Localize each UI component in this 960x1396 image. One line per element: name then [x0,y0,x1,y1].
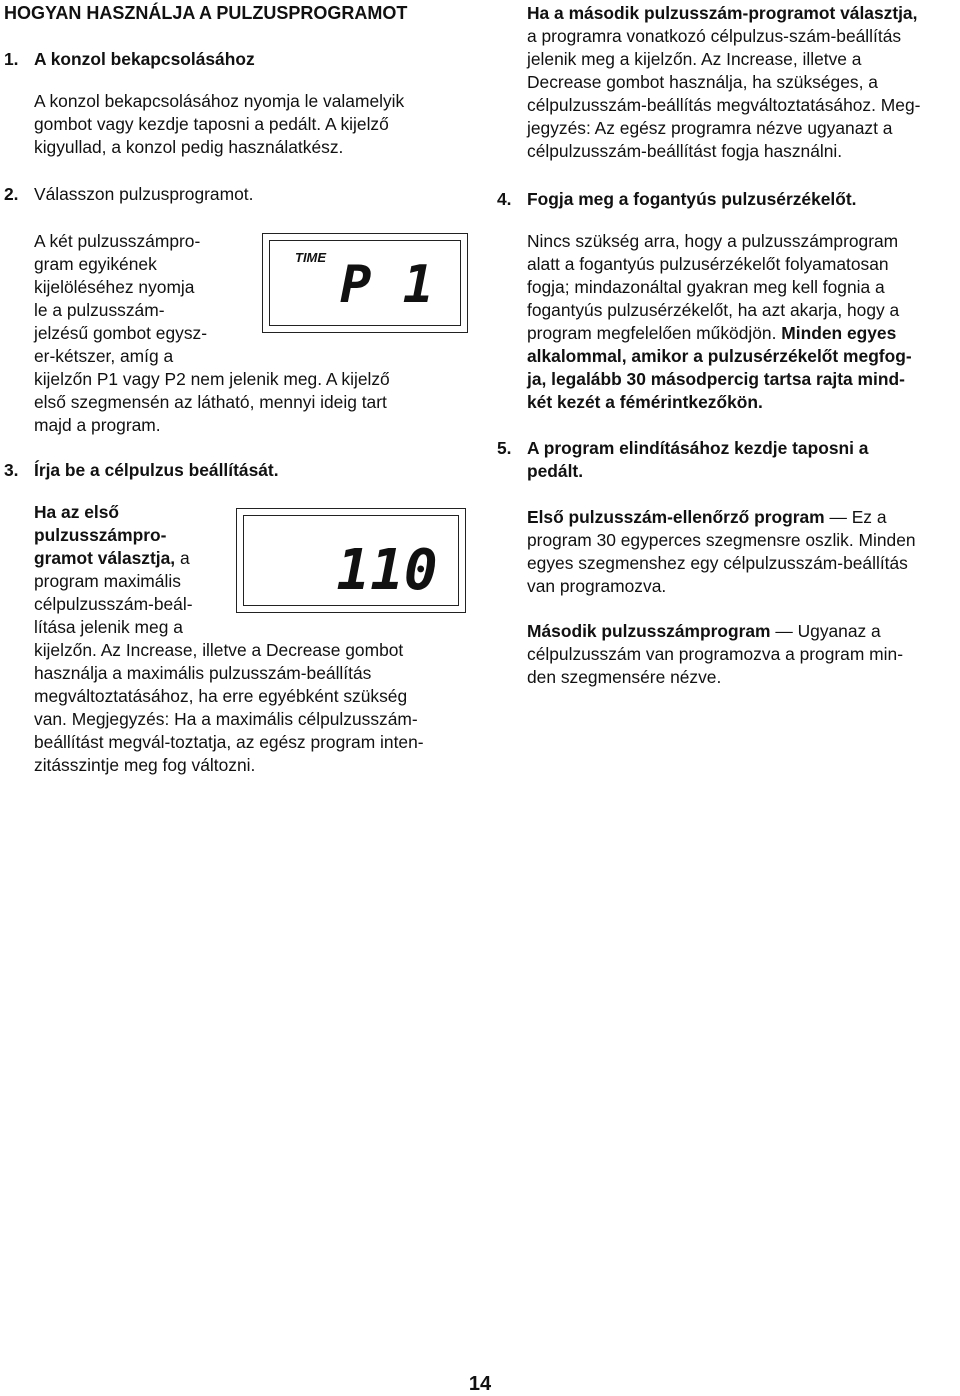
second-program-description [527,620,903,689]
lcd-p1-graphic [263,234,467,332]
section-4-heading: Fogja meg a fogantyús pulzusérzékelőt. [527,189,857,209]
text-line: első szegmensén az látható, mennyi ideig tart [34,392,387,412]
text-line: jelenik meg a kijelzőn. Az Increase, illetve a [527,49,862,69]
text-run: — Ugyanaz a [770,621,881,641]
text-line: van. Megjegyzés: Ha a maximális célpulzusszám- [34,709,418,729]
text-line: kijelzőn. Az Increase, illetve a Decrease gombot [34,640,404,660]
text-line: célpulzusszám-beál- [34,594,193,614]
text-line: kijelzőn P1 vagy P2 nem jelenik meg. A kijelző [34,369,390,389]
section-5-number: 5. [497,438,512,458]
text-line: er-kétszer, amíg a [34,346,174,366]
text-line: egyes szegmenshez egy célpulzusszám-beállítás [527,553,908,573]
section-2-number: 2. [4,184,19,204]
section-1-body [34,90,404,159]
text-line: megváltoztatásához, ha erre egyébként szükség [34,686,408,706]
text-line: A program elindításához kezdje taposni a [527,438,869,458]
section-4-number: 4. [497,189,512,209]
lcd-display-p1 [262,233,468,333]
bold-run: Második pulzusszámprogram [527,621,771,641]
text-line: fogantyús pulzusérzékelőt, ha azt akarja, hogy a [527,300,900,320]
text-line: le a pulzusszám- [34,300,165,320]
second-program-paragraph [527,2,920,163]
text-line: gram egyikének [34,254,157,274]
text-line: A konzol bekapcsolásához nyomja le valamelyik [34,91,405,111]
bold-run: Első pulzusszám-ellenőrző program [527,507,825,527]
text-line: fogja; mindazonáltal gyakran meg kell fognia a [527,277,885,297]
text-run: — Ez a [824,507,887,527]
section-3-heading: Írja be a célpulzus beállítását. [34,460,279,480]
text-line: a programra vonatkozó célpulzus-szám-beállítás [527,26,902,46]
text-run: a [175,548,190,568]
text-line [527,322,912,345]
text-line: célpulzusszám van programozva a program min- [527,644,903,664]
text-line [527,620,903,643]
text-line: program maximális [34,571,181,591]
lcd-display-110 [236,508,466,613]
text-line: beállítást megvál-toztatja, az egész program inten- [34,732,424,752]
text-line: célpulzusszám-beállítás megváltoztatásához. Meg- [527,95,921,115]
lcd-110-graphic [237,509,465,612]
lcd-heart-rate-value: 110 [336,538,438,603]
text-line: pedált. [527,461,584,481]
text-line: Ha az első [34,502,120,522]
text-line: A két pulzusszámpro- [34,231,201,251]
page-title: HOGYAN HASZNÁLJA A PULZUSPROGRAMOT [4,3,408,23]
text-line: alatt a fogantyús pulzusérzékelőt folyamatosan [527,254,889,274]
lcd-time-label: TIME [295,250,327,265]
text-run: program megfelelően működjön. [527,323,782,343]
text-line: Nincs szükség arra, hogy a pulzusszámprogram [527,231,899,251]
text-line: lítása jelenik meg a [34,617,183,637]
text-line: Decrease gombot használja, ha szükséges, a [527,72,878,92]
text-line: két kezét a fémérintkezőkön. [527,392,763,412]
text-line: alkalommal, amikor a pulzusérzékelőt megfog- [527,346,912,366]
text-line: van programozva. [527,576,667,596]
text-line: célpulzusszám-beállítást fogja használni. [527,141,843,161]
section-1-heading: A konzol bekapcsolásához [34,49,255,69]
bold-run: Minden egyes [781,323,897,343]
section-1-number: 1. [4,49,19,69]
section-2-heading: Válasszon pulzusprogramot. [34,184,254,204]
first-program-paragraph [527,506,916,598]
text-line: ja, legalább 30 másodpercig tartsa rajta mind- [527,369,905,389]
text-line: majd a program. [34,415,161,435]
section-5-heading [527,437,868,483]
bold-run: gramot választja, [34,548,176,568]
lcd-program-value: P 1 [340,255,434,315]
text-line: pulzusszámpro- [34,525,167,545]
text-line: den szegmensére nézve. [527,667,722,687]
text-line: gombot vagy kezdje taposni a pedált. A kijelző [34,114,389,134]
text-line: zitásszintje meg fog változni. [34,755,256,775]
text-line [527,506,916,529]
text-line: program 30 egyperces szegmensre oszlik. Minden [527,530,916,550]
section-3-number: 3. [4,460,19,480]
text-line: jelzésű gombot egysz- [34,323,208,343]
text-line: használja a maximális pulzusszám-beállítás [34,663,372,683]
text-line: kijelöléséhez nyomja [34,277,195,297]
text-line: Ha a második pulzusszám-programot választja, [527,3,918,23]
page-number: 14 [468,1373,492,1395]
section-4-body [527,230,912,414]
text-line: jegyzés: Az egész programra nézve ugyanazt a [527,118,893,138]
text-line: kigyullad, a konzol pedig használatkész. [34,137,344,157]
